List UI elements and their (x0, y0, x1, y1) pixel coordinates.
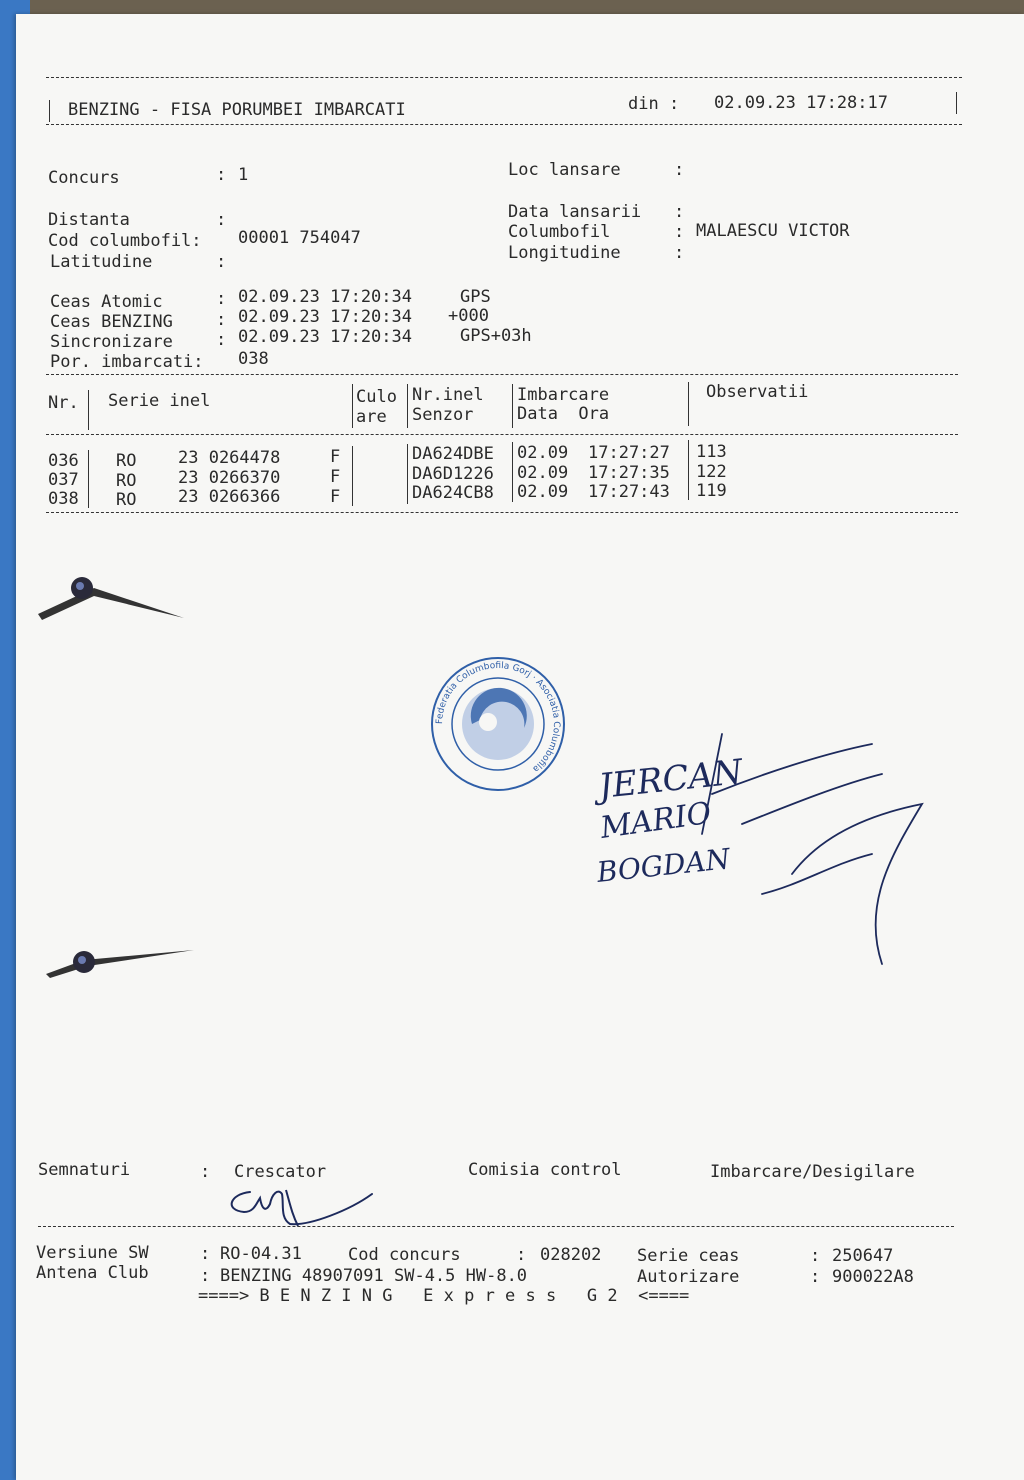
distanta-label: Distanta (48, 210, 130, 230)
semnaturi-colon: : (200, 1162, 211, 1182)
ceas-benzing-colon: : (216, 310, 227, 330)
header-bottom-rule (46, 124, 962, 125)
cod-columbofil-value: 00001 754047 (238, 228, 361, 248)
serie-ceas-value: 250647 (832, 1246, 894, 1266)
row-ring: 23 0266370 (178, 468, 281, 488)
row-ora: 17:27:27 (588, 443, 670, 463)
col-header-culoare-2: are (356, 407, 387, 427)
row-ring: 23 0266366 (178, 487, 281, 507)
row-divider-serie (352, 446, 353, 506)
col-divider-serie (352, 384, 353, 428)
row-ora: 17:27:35 (588, 463, 670, 483)
col-header-observatii: Observatii (706, 382, 809, 402)
comisia-label: Comisia control (468, 1160, 622, 1180)
din-label: din : (628, 94, 680, 114)
ceas-atomic-label: Ceas Atomic (50, 292, 163, 312)
col-header-nrinel-1: Nr.inel (412, 385, 484, 405)
binder-clip-icon (44, 944, 204, 994)
ceas-atomic-value: 02.09.23 17:20:34 (238, 287, 412, 307)
autorizare-value: 900022A8 (832, 1267, 914, 1287)
cod-concurs-colon: : (516, 1245, 527, 1265)
row-data: 02.09 (517, 482, 569, 502)
col-header-nr: Nr. (48, 393, 79, 413)
col-header-nrinel-2: Senzor (412, 405, 474, 425)
serie-ceas-colon: : (810, 1246, 821, 1266)
sincronizare-extra: GPS+03h (460, 326, 532, 346)
row-senzor: DA6D1226 (412, 464, 494, 484)
ceas-benzing-extra: +000 (448, 306, 489, 326)
binder-clip-icon (34, 574, 194, 634)
col-divider-nr (88, 390, 89, 430)
handwritten-line-1: JERCAN (596, 752, 745, 807)
row-nr: 037 (48, 470, 79, 490)
ceas-benzing-value: 02.09.23 17:20:34 (238, 307, 412, 327)
versiune-sw-value: RO-04.31 (220, 1244, 302, 1264)
row-divider-nrinel (512, 442, 513, 502)
versiune-colon: : (200, 1244, 211, 1264)
row-country: RO (116, 490, 137, 510)
semnaturi-label: Semnaturi (38, 1160, 131, 1180)
por-imbarcati-value: 038 (238, 349, 269, 369)
crescator-signature (220, 1174, 380, 1234)
ceas-atomic-extra: GPS (460, 287, 491, 307)
imbarcare-label: Imbarcare/Desigilare (710, 1162, 915, 1182)
row-country: RO (116, 471, 137, 491)
latitudine-label: Latitudine (50, 252, 153, 272)
row-data: 02.09 (517, 443, 569, 463)
cod-concurs-label: Cod concurs (348, 1245, 461, 1265)
benzing-express-banner: ====> B E N Z I N G E x p r e s s G 2 <==== (198, 1286, 690, 1306)
antena-club-value: BENZING 48907091 SW-4.5 HW-8.0 (220, 1266, 528, 1286)
col-header-imbarcare-1: Imbarcare (517, 385, 610, 405)
serie-ceas-label: Serie ceas (637, 1246, 740, 1266)
latitudine-colon: : (216, 252, 227, 272)
col-header-serie: Serie inel (108, 391, 211, 411)
col-divider-culoare (407, 384, 408, 428)
table-header-rule (46, 434, 958, 435)
sincronizare-value: 02.09.23 17:20:34 (238, 327, 412, 347)
row-sex: F (330, 467, 341, 487)
handwritten-line-2: MARIO (598, 795, 714, 846)
col-divider-nrinel (512, 384, 513, 428)
data-lansarii-label: Data lansarii (508, 202, 642, 222)
concurs-value: 1 (238, 165, 249, 185)
longitudine-colon: : (674, 243, 685, 263)
row-observatii: 122 (696, 462, 727, 482)
col-divider-imbarcare (688, 382, 689, 426)
row-country: RO (116, 451, 137, 471)
columbofil-colon: : (674, 222, 685, 242)
header-right-bar (956, 92, 957, 114)
row-observatii: 113 (696, 442, 727, 462)
row-divider-nr (88, 450, 89, 508)
stamp-text: Federatia Columbofila Gorj · Asociatia Columbofila (434, 660, 562, 774)
footer-top-rule (38, 1226, 954, 1227)
cod-concurs-value: 028202 (540, 1245, 602, 1265)
cod-columbofil-label: Cod columbofil: (48, 231, 202, 251)
row-senzor: DA624DBE (412, 444, 494, 464)
loc-lansare-label: Loc lansare (508, 160, 621, 180)
sincronizare-colon: : (216, 330, 227, 350)
table-top-rule (46, 374, 958, 375)
row-nr: 038 (48, 489, 79, 509)
concurs-label: Concurs (48, 168, 120, 188)
distanta-colon: : (216, 210, 227, 230)
antena-club-label: Antena Club (36, 1263, 149, 1283)
longitudine-label: Longitudine (508, 243, 621, 263)
document-title: BENZING - FISA PORUMBEI IMBARCATI (68, 100, 406, 120)
row-divider-culoare (407, 444, 408, 504)
crescator-label: Crescator (234, 1162, 327, 1182)
por-imbarcati-label: Por. imbarcati: (50, 352, 204, 372)
handwritten-names (592, 714, 952, 984)
col-header-culoare-1: Culo (356, 387, 397, 407)
autorizare-label: Autorizare (637, 1267, 740, 1287)
data-lansarii-colon: : (674, 202, 685, 222)
sincronizare-label: Sincronizare (50, 332, 173, 352)
header-top-rule (46, 77, 962, 78)
row-sex: F (330, 447, 341, 467)
ceas-atomic-colon: : (216, 289, 227, 309)
club-stamp-icon (428, 654, 568, 794)
row-nr: 036 (48, 451, 79, 471)
row-sex: F (330, 487, 341, 507)
row-ora: 17:27:43 (588, 482, 670, 502)
row-observatii: 119 (696, 481, 727, 501)
columbofil-label: Columbofil (508, 222, 611, 242)
ceas-benzing-label: Ceas BENZING (50, 312, 173, 332)
row-divider-imbarcare (688, 440, 689, 500)
col-header-imbarcare-2: Data Ora (517, 404, 610, 424)
handwritten-line-3: BOGDAN (595, 842, 732, 889)
antena-colon: : (200, 1266, 211, 1286)
row-senzor: DA624CB8 (412, 483, 494, 503)
concurs-colon: : (216, 165, 227, 185)
autorizare-colon: : (810, 1267, 821, 1287)
header-datetime: 02.09.23 17:28:17 (714, 93, 888, 113)
row-ring: 23 0264478 (178, 448, 281, 468)
versiune-sw-label: Versiune SW (36, 1243, 149, 1263)
columbofil-value: MALAESCU VICTOR (696, 221, 850, 241)
document-page (16, 14, 1024, 1480)
loc-lansare-colon: : (674, 160, 685, 180)
row-data: 02.09 (517, 463, 569, 483)
table-bottom-rule (46, 512, 958, 513)
header-left-bar (49, 100, 50, 122)
